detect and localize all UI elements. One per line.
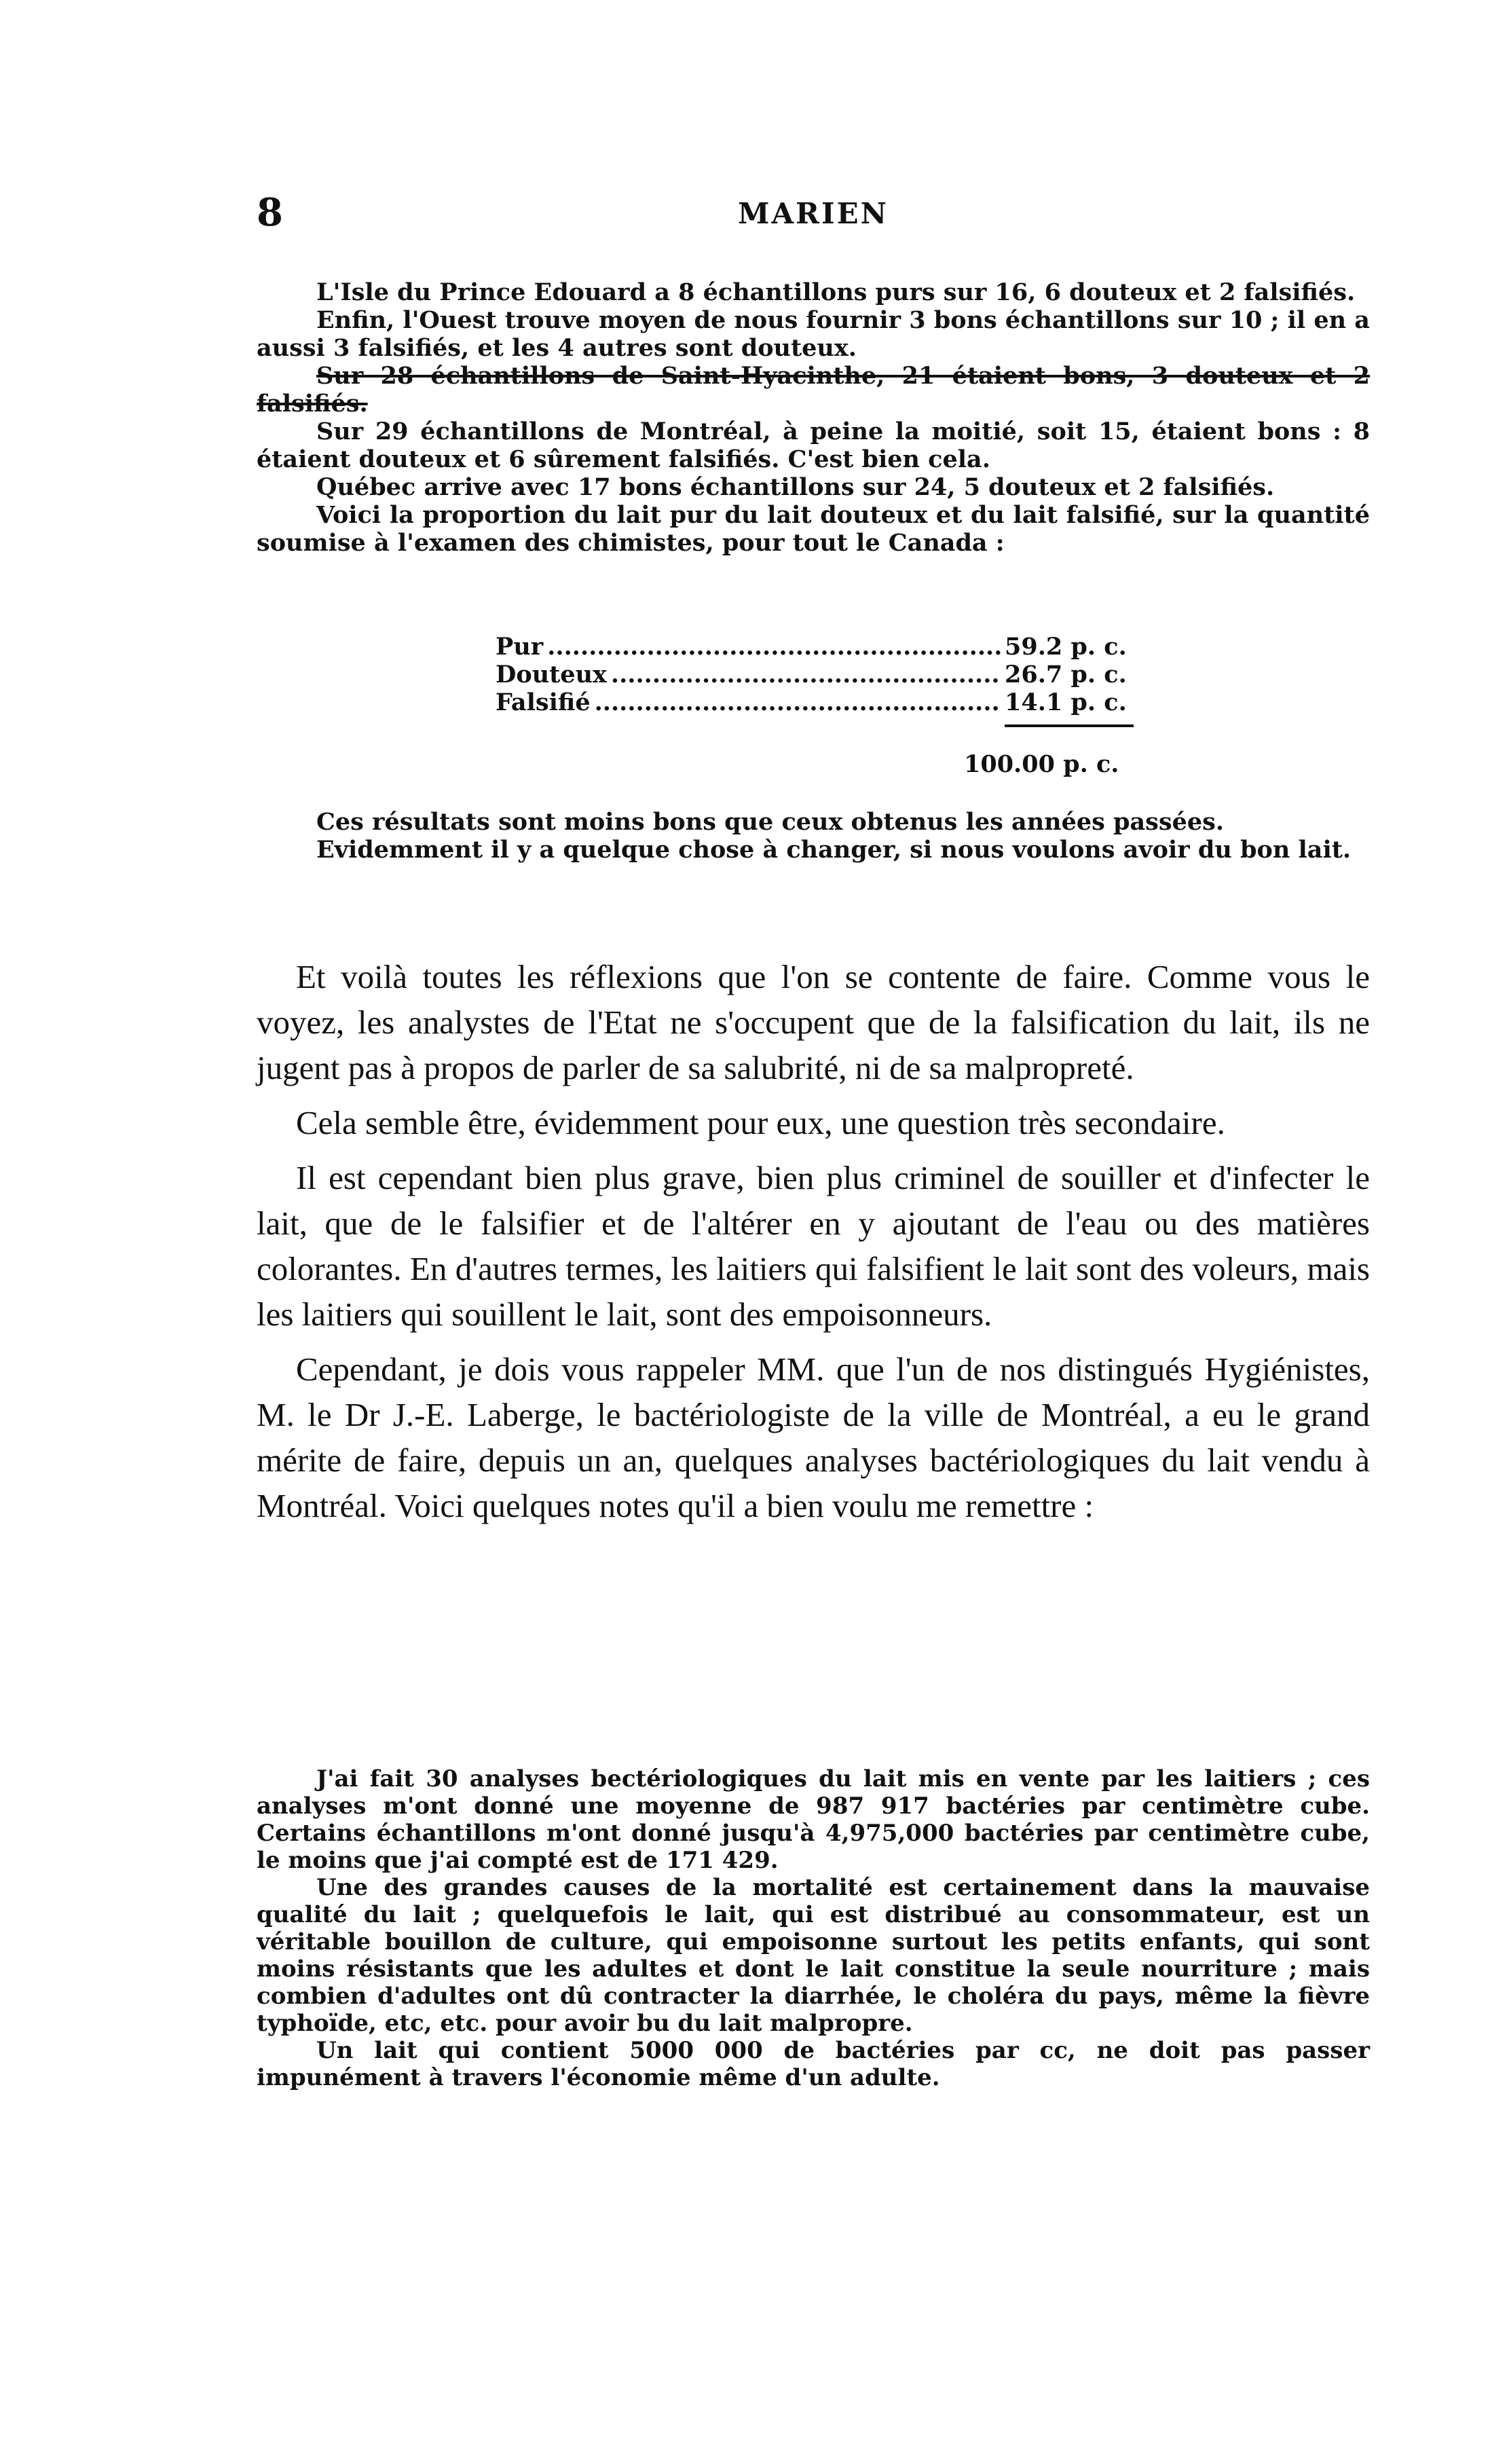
- table-row-falsifie: [496, 688, 1134, 716]
- paragraph-pei: L'Isle du Prince Edouard a 8 échantillons purs sur 16, 6 douteux et 2 falsifiés.: [316, 278, 1356, 306]
- paragraph-proportion-intro: Voici la proportion du lait pur du lait douteux et du lait falsifié, sur la quantité soumise à l'examen des chimistes, pour tout le Canada :: [257, 501, 1370, 557]
- paragraph-reflexions: Et voilà toutes les réflexions que l'on se contente de faire. Comme vous le voyez, les analystes de l'Etat ne s'occupent que de la falsification du lait, ils ne jugent pas à propos de parler de sa salubrité, ni de sa malpropreté.: [257, 958, 1370, 1086]
- conclusion-paragraphs: [257, 808, 1370, 864]
- main-text: [257, 954, 1370, 1538]
- leader-dots: [611, 661, 1001, 688]
- row-value: 26.7 p. c.: [1005, 661, 1127, 688]
- quote-adulte: Un lait qui contient 5000 000 de bactéries par cc, ne doit pas passer impunément à travers l'économie même d'un adulte.: [257, 2037, 1370, 2091]
- quote-analyses: J'ai fait 30 analyses bectériologiques du lait mis en vente par les laitiers ; ces analyses m'ont donné une moyenne de 987 917 bactéries par centimètre cube. Certains échantillons m'ont donné jusqu'à 4,975,000 bactéries par centimètre cube, le moins que j'ai compté est de 171 429.: [257, 1765, 1370, 1874]
- running-head: MARIEN: [737, 197, 889, 230]
- sum-rule: [1005, 724, 1134, 727]
- row-value: 59.2 p. c.: [1005, 633, 1127, 661]
- row-label: Douteux: [496, 661, 607, 688]
- statistics-paragraphs: [257, 278, 1370, 557]
- row-value: 14.1 p. c.: [1005, 688, 1127, 716]
- proportion-table: [496, 633, 1134, 778]
- quote-mortalite: Une des grandes causes de la mortalité est certainement dans la mauvaise qualité du lait ; quelquefois le lait, qui est distribué au consommateur, est un véritable bouillon de culture, qui empoisonne surtout les petits enfants, qui sont moins résistants que les adultes et dont le lait constitue la seule nourriture ; mais combien d'adultes ont dû contracter la diarrhée, le choléra du pays, même la fièvre typhoïde, etc, etc. pour avoir bu du lait malpropre.: [257, 1874, 1370, 2037]
- paragraph-quebec: Québec arrive avec 17 bons échantillons sur 24, 5 douteux et 2 falsifiés.: [316, 473, 1275, 501]
- quoted-notes: [257, 1765, 1370, 2091]
- paragraph-evidemment: Evidemment il y a quelque chose à changer, si nous voulons avoir du bon lait.: [316, 836, 1352, 864]
- row-label: Pur: [496, 633, 544, 661]
- table-total: 100.00 p. c.: [964, 750, 1119, 778]
- paragraph-ouest: Enfin, l'Ouest trouve moyen de nous fournir 3 bons échantillons sur 10 ; il en a aussi 3 falsifiés, et les 4 autres sont douteux.: [257, 306, 1370, 362]
- table-row-douteux: [496, 661, 1134, 688]
- paragraph-montreal: Sur 29 échantillons de Montréal, à peine la moitié, soit 15, étaient bons : 8 étaient douteux et 6 sûrement falsifiés. C'est bien cela.: [257, 418, 1370, 473]
- leader-dots: [547, 633, 1001, 661]
- page-header: [257, 190, 1370, 238]
- paragraph-criminel: Il est cependant bien plus grave, bien plus criminel de souiller et d'infecter le lait, que de le falsifier et de l'altérer en y ajoutant de l'eau ou des matières colorantes. En d'autres termes, les laitiers qui falsifient le lait sont des voleurs, mais les laitiers qui souillent le lait, sont des empoisonneurs.: [257, 1159, 1370, 1333]
- paragraph-results: Ces résultats sont moins bons que ceux obtenus les années passées.: [316, 808, 1225, 836]
- page-number: 8: [257, 190, 283, 235]
- table-row-pur: [496, 633, 1134, 661]
- paragraph-saint-hyacinthe-struck: Sur 28 échantillons de Saint-Hyacinthe, 21 étaient bons, 3 douteux et 2 falsifiés.: [257, 362, 1370, 418]
- paragraph-question: Cela semble être, évidemment pour eux, une question très secondaire.: [296, 1104, 1225, 1141]
- leader-dots: [595, 688, 1001, 716]
- row-label: Falsifié: [496, 688, 591, 716]
- paragraph-laberge: Cependant, je dois vous rappeler MM. que l'un de nos distingués Hygiénistes, M. le Dr J.-E. Laberge, le bactériologiste de la ville de Montréal, a eu le grand mérite de faire, depuis un an, quelques analyses bactériologiques du lait vendu à Montréal. Voici quelques notes qu'il a bien voulu me remettre :: [257, 1350, 1370, 1524]
